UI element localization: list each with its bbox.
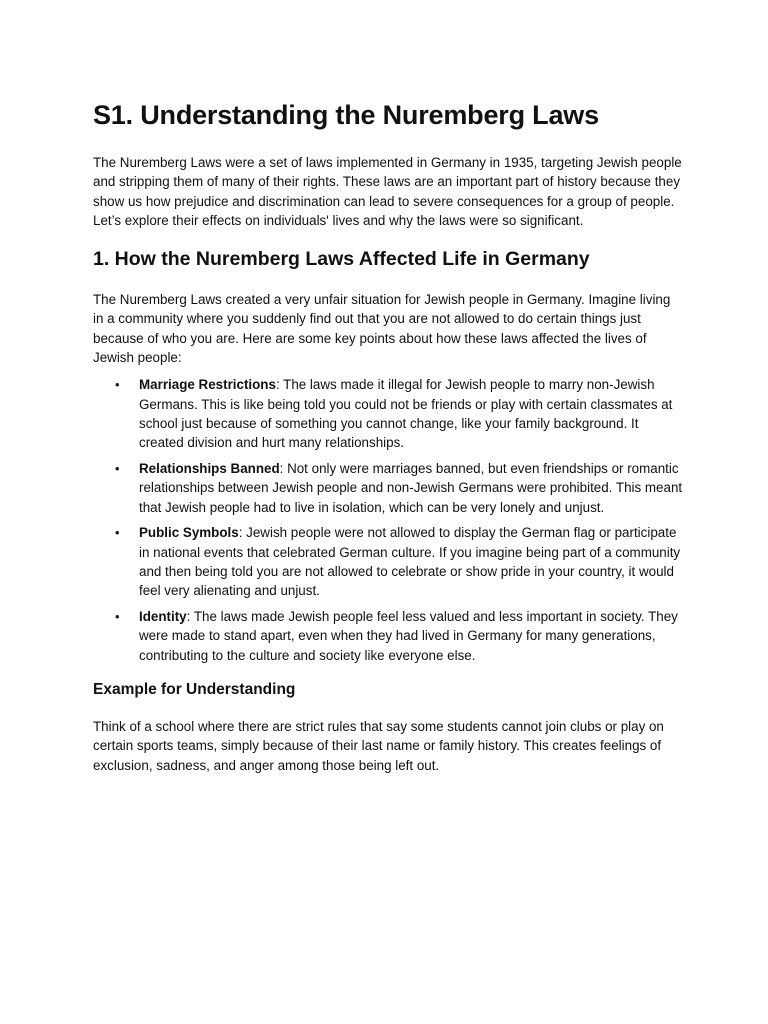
list-item-term: Identity (139, 609, 187, 625)
list-item (93, 375, 683, 452)
section-heading: 1. How the Nuremberg Laws Affected Life in Germany (93, 248, 590, 271)
section-intro-paragraph: The Nuremberg Laws created a very unfair situation for Jewish people in Germany. Imagine living in a community where you suddenly find out that you are not allowed to do certain things just because of who you are. Here are some key points about how these laws affected the lives of Jewish people: (93, 292, 671, 366)
list-item-text: : The laws made it illegal for Jewish people to marry non-Jewish Germans. This is like being told you could not be friends or play with certain classmates at school just because of something you cannot change, like your family background. It created division and hurt many relationships. (139, 377, 673, 451)
bullet-icon: • (115, 461, 120, 477)
list-item-text: : Jewish people were not allowed to display the German flag or participate in national events that celebrated German culture. If you imagine being part of a community and then being told you are not allowed to celebrate or show pride in your country, it would feel very alienating and unjust. (139, 525, 681, 599)
list-item-text: : Not only were marriages banned, but even friendships or romantic relationships between Jewish people and non-Jewish Germans were prohibited. This meant that Jewish people had to live in isolation, which can be very lonely and unjust. (139, 461, 683, 515)
example-paragraph: Think of a school where there are strict rules that say some students cannot join clubs or play on certain sports teams, simply because of their last name or family history. This creates feelings of exclusion, sadness, and anger among those being left out. (93, 719, 664, 773)
intro-paragraph: The Nuremberg Laws were a set of laws implemented in Germany in 1935, targeting Jewish people and stripping them of many of their rights. These laws are an important part of history because they show us how prejudice and discrimination can lead to severe consequences for a group of people. Let’s explore their effects on individuals' lives and why the laws were so significant. (93, 155, 682, 228)
list-item-term: Marriage Restrictions (139, 377, 276, 393)
bullet-icon: • (115, 609, 120, 625)
effects-list (93, 375, 683, 665)
bullet-icon: • (115, 525, 120, 541)
list-item-text: : The laws made Jewish people feel less valued and less important in society. They were made to stand apart, even when they had lived in Germany for many generations, contributing to the culture and society like everyone else. (139, 609, 678, 663)
page-title: S1. Understanding the Nuremberg Laws (93, 100, 599, 130)
example-heading: Example for Understanding (93, 681, 296, 699)
list-item (93, 607, 683, 665)
list-item-term: Public Symbols (139, 525, 239, 541)
list-item (93, 523, 683, 600)
document-page (93, 98, 683, 775)
list-item (93, 459, 683, 517)
list-item-term: Relationships Banned (139, 461, 280, 477)
bullet-icon: • (115, 377, 120, 393)
